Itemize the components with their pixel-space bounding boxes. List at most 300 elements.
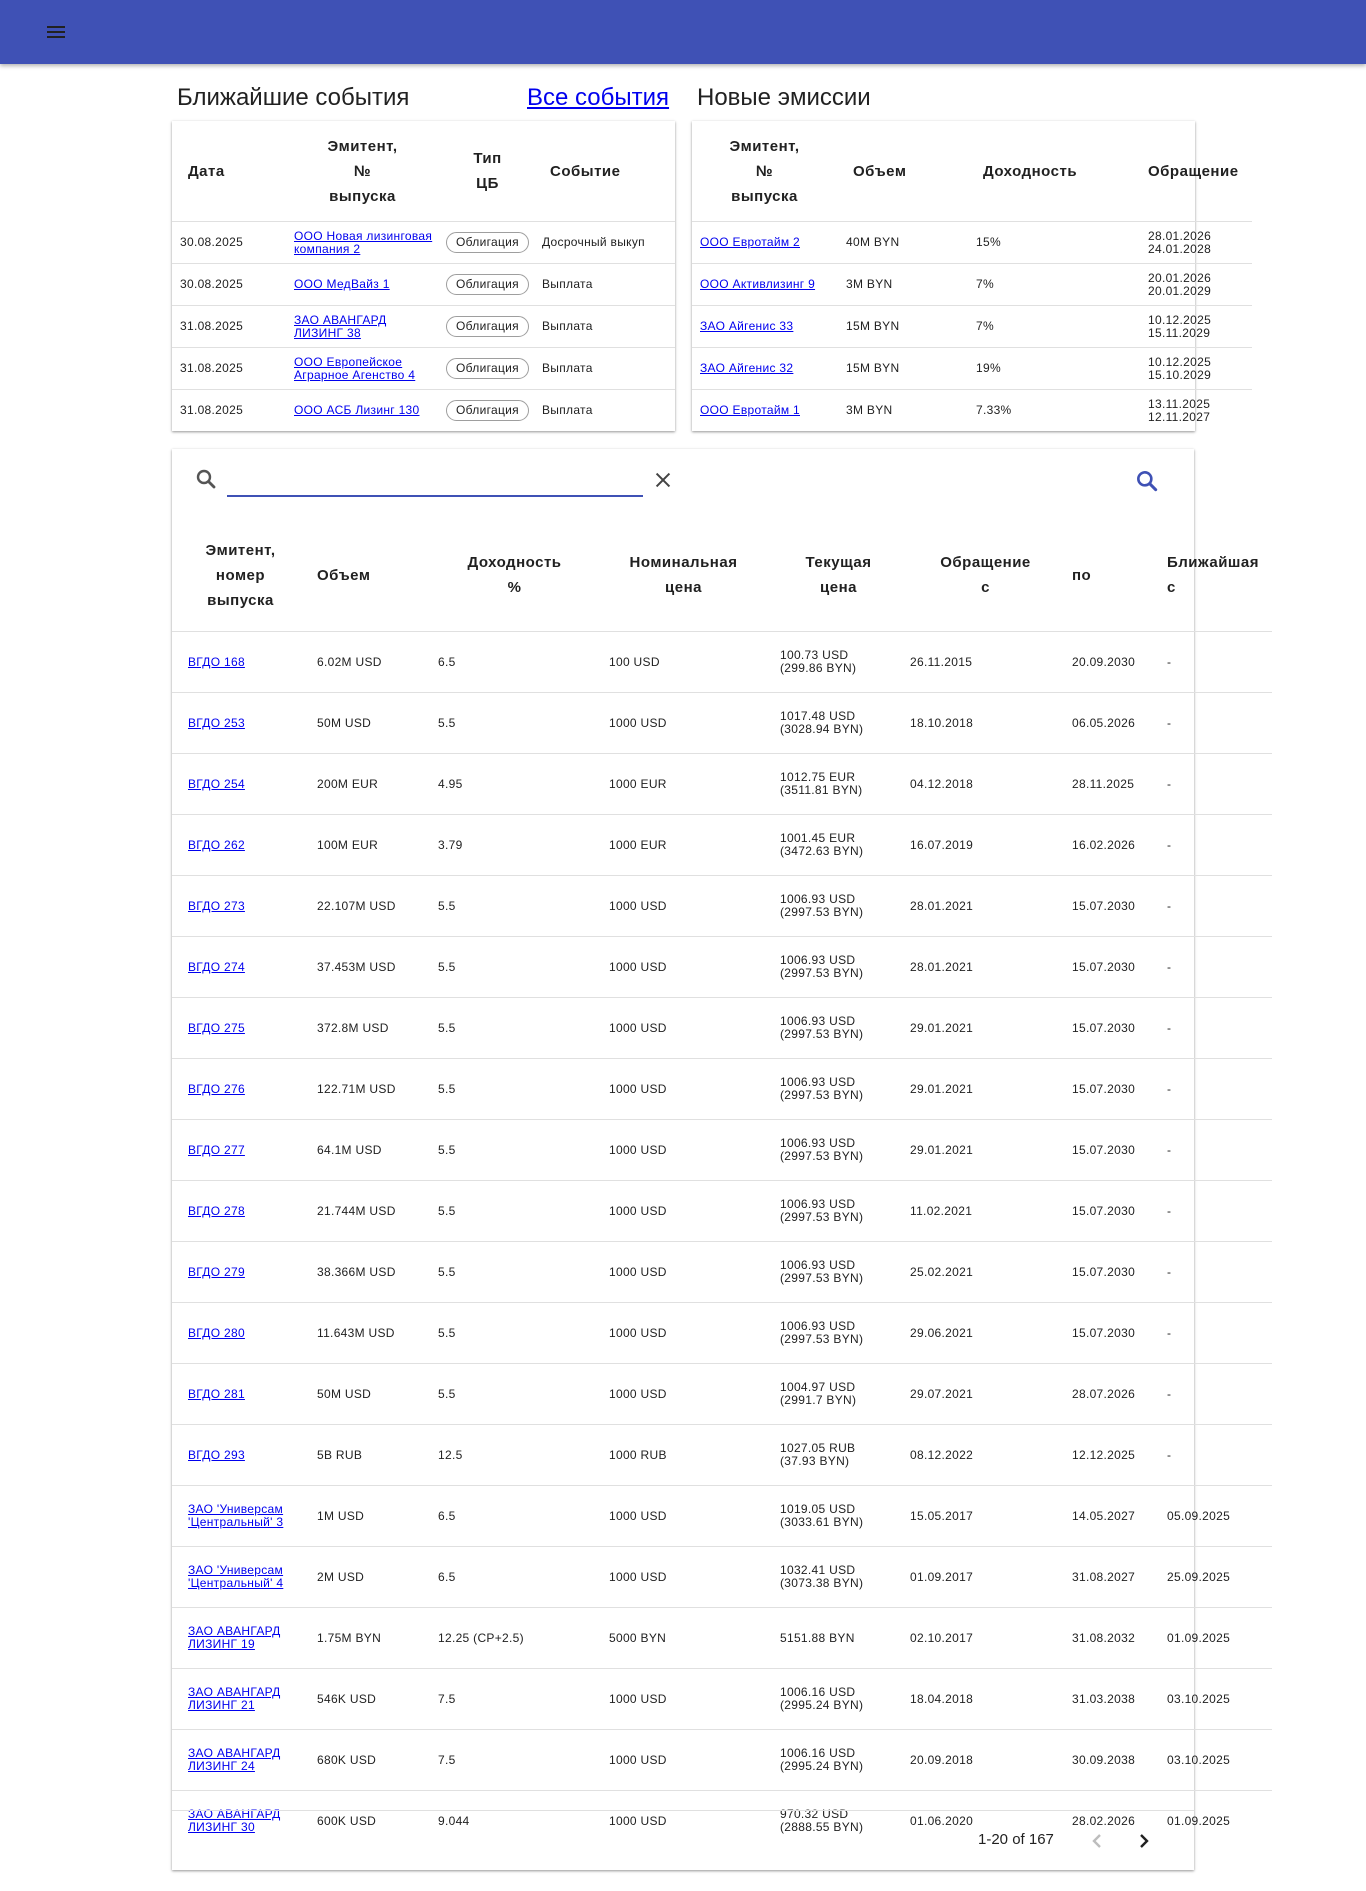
bond-issuer-link[interactable]: ЗАО АВАНГАРД ЛИЗИНГ 30	[188, 1807, 281, 1834]
search-input[interactable]	[227, 461, 643, 497]
pagination	[172, 1810, 1194, 1871]
bond-from-cell	[907, 1608, 1064, 1669]
search-icon	[194, 467, 218, 491]
bond-price: 1006.16 USD (2995.24 BYN)	[780, 1746, 864, 1773]
emissions-col-yield: Доходность	[983, 162, 1078, 180]
bond-yield: 5.5	[438, 1142, 456, 1157]
table-row	[172, 754, 1272, 815]
bond-issuer-link[interactable]: ВГДО 293	[188, 1447, 245, 1462]
bond-next: -	[1167, 898, 1172, 913]
emissions-issuer-cell	[692, 390, 837, 432]
bond-volume-cell	[309, 693, 432, 754]
bond-yield: 5.5	[438, 1020, 456, 1035]
table-row	[172, 998, 1272, 1059]
bond-next-cell	[1159, 693, 1272, 754]
search-submit-icon[interactable]	[1134, 468, 1160, 494]
bond-nominal: 1000 EUR	[609, 776, 667, 791]
bond-price: 1006.93 USD (2997.53 BYN)	[780, 1197, 864, 1224]
bond-yield: 12.25 (СР+2.5)	[438, 1630, 524, 1645]
bond-to: 15.07.2030	[1072, 1142, 1136, 1157]
bond-price-cell	[770, 1486, 907, 1547]
emission-volume: 3M BYN	[846, 403, 893, 417]
bond-to: 16.02.2026	[1072, 837, 1136, 852]
bonds-col-price: Текущая цена	[805, 554, 872, 596]
bond-price: 1019.05 USD (3033.61 BYN)	[780, 1502, 864, 1529]
bond-next-cell	[1159, 1364, 1272, 1425]
bond-yield-cell	[432, 876, 597, 937]
bond-yield: 6.5	[438, 1569, 456, 1584]
bond-to: 30.09.2038	[1072, 1752, 1136, 1767]
bond-issuer-cell	[172, 1120, 309, 1181]
pagination-range: 1-20 of 167	[978, 1831, 1054, 1848]
bond-from: 08.12.2022	[910, 1447, 974, 1462]
bond-volume: 22.107M USD	[317, 898, 396, 913]
table-row	[172, 815, 1272, 876]
bond-issuer-link[interactable]: ВГДО 274	[188, 959, 245, 974]
bond-next-cell	[1159, 1059, 1272, 1120]
emission-issuer-link[interactable]: ЗАО Айгенис 33	[700, 319, 794, 333]
bond-issuer-cell	[172, 1425, 309, 1486]
event-date: 31.08.2025	[180, 403, 244, 417]
bonds-col-next: Ближайшая с	[1167, 554, 1260, 596]
bond-from-cell	[907, 876, 1064, 937]
bond-nominal: 1000 EUR	[609, 837, 667, 852]
emission-issuer-link[interactable]: ООО Евротайм 2	[700, 235, 800, 249]
emission-to: 20.01.2029	[1148, 283, 1212, 298]
bond-volume: 6.02M USD	[317, 654, 382, 669]
emission-issuer-link[interactable]: ООО Евротайм 1	[700, 403, 800, 417]
bond-issuer-link[interactable]: ВГДО 281	[188, 1386, 245, 1401]
bond-nominal: 1000 USD	[609, 1020, 667, 1035]
bond-from-cell	[907, 1303, 1064, 1364]
event-issuer-link[interactable]: ООО АСБ Лизинг 130	[294, 403, 420, 417]
table-row	[172, 1303, 1272, 1364]
emissions-circulation-cell	[1140, 306, 1252, 348]
bond-price: 1006.93 USD (2997.53 BYN)	[780, 1136, 864, 1163]
bond-yield: 5.5	[438, 1325, 456, 1340]
bond-volume: 600K USD	[317, 1813, 377, 1828]
events-event-cell	[540, 222, 675, 264]
bond-from-cell	[907, 1120, 1064, 1181]
bond-from-cell	[907, 1425, 1064, 1486]
bond-price-cell	[770, 1730, 907, 1791]
emission-to: 12.11.2027	[1148, 409, 1211, 424]
events-card	[172, 121, 675, 431]
bond-from: 18.04.2018	[910, 1691, 974, 1706]
event-issuer-link[interactable]: ООО Новая лизинговая компания 2	[294, 228, 433, 256]
bond-from-cell	[907, 754, 1064, 815]
bond-next: -	[1167, 1264, 1172, 1279]
bond-next: 03.10.2025	[1167, 1752, 1231, 1767]
bond-to-cell	[1064, 815, 1159, 876]
bond-to-cell	[1064, 1730, 1159, 1791]
bond-nominal: 1000 USD	[609, 959, 667, 974]
bond-yield-cell	[432, 693, 597, 754]
bond-nominal-cell	[597, 632, 770, 693]
emissions-yield-cell	[967, 306, 1140, 348]
bond-from: 20.09.2018	[910, 1752, 974, 1767]
bond-next-cell	[1159, 1303, 1272, 1364]
bond-volume: 5B RUB	[317, 1447, 363, 1462]
bond-issuer-link[interactable]: ЗАО АВАНГАРД ЛИЗИНГ 24	[188, 1746, 281, 1773]
bond-issuer-link[interactable]: ЗАО АВАНГАРД ЛИЗИНГ 19	[188, 1624, 281, 1651]
bond-from: 15.05.2017	[910, 1508, 974, 1523]
bond-nominal: 1000 USD	[609, 1386, 667, 1401]
event-name: Выплата	[542, 361, 593, 375]
bond-to: 15.07.2030	[1072, 1203, 1136, 1218]
bond-issuer-link[interactable]: ВГДО 275	[188, 1020, 245, 1035]
bond-next: 01.09.2025	[1167, 1630, 1231, 1645]
event-issuer-link[interactable]: ООО Европейское Аграрное Агенство 4	[294, 354, 416, 382]
bond-to-cell	[1064, 1547, 1159, 1608]
bond-nominal: 1000 USD	[609, 1813, 667, 1828]
bond-volume-cell	[309, 1059, 432, 1120]
bond-next: -	[1167, 1020, 1172, 1035]
bond-volume-cell	[309, 937, 432, 998]
bond-next: -	[1167, 654, 1172, 669]
bond-next: -	[1167, 1142, 1172, 1157]
bond-nominal: 1000 USD	[609, 1569, 667, 1584]
bond-nominal: 1000 USD	[609, 898, 667, 913]
bond-price: 1006.16 USD (2995.24 BYN)	[780, 1685, 864, 1712]
events-title: Ближайшие события	[177, 84, 410, 111]
bond-nominal-cell	[597, 1730, 770, 1791]
bond-nominal-cell	[597, 937, 770, 998]
bond-nominal-cell	[597, 876, 770, 937]
bond-issuer-link[interactable]: ВГДО 276	[188, 1081, 245, 1096]
bond-next: 03.10.2025	[1167, 1691, 1231, 1706]
bond-issuer-link[interactable]: ЗАО АВАНГАРД ЛИЗИНГ 21	[188, 1685, 281, 1712]
bond-volume: 50M USD	[317, 1386, 372, 1401]
bond-issuer-cell	[172, 1608, 309, 1669]
bond-volume: 200M EUR	[317, 776, 379, 791]
bond-yield: 4.95	[438, 776, 463, 791]
bond-nominal: 1000 USD	[609, 1508, 667, 1523]
bond-nominal: 1000 USD	[609, 1264, 667, 1279]
emissions-volume-cell	[837, 264, 967, 306]
bond-from: 29.01.2021	[910, 1081, 974, 1096]
bond-nominal-cell	[597, 1364, 770, 1425]
emissions-row	[692, 306, 1252, 348]
bond-issuer-cell	[172, 815, 309, 876]
emission-from: 28.01.2026	[1148, 228, 1212, 243]
events-type-cell	[435, 264, 540, 306]
emission-from: 13.11.2025	[1148, 396, 1211, 411]
event-name: Выплата	[542, 403, 593, 417]
bond-volume-cell	[309, 876, 432, 937]
events-date-cell	[172, 390, 290, 432]
bond-yield-cell	[432, 1364, 597, 1425]
bond-yield-cell	[432, 1425, 597, 1486]
events-event-cell	[540, 390, 675, 432]
table-row	[172, 1242, 1272, 1303]
bond-next-cell	[1159, 1547, 1272, 1608]
bond-to-cell	[1064, 1059, 1159, 1120]
bond-yield: 5.5	[438, 715, 456, 730]
bond-issuer-cell	[172, 1730, 309, 1791]
bond-nominal: 1000 USD	[609, 715, 667, 730]
bond-to-cell	[1064, 754, 1159, 815]
event-name: Выплата	[542, 319, 593, 333]
bond-price-cell	[770, 754, 907, 815]
bond-price: 1012.75 EUR (3511.81 BYN)	[780, 770, 863, 797]
emissions-table	[692, 121, 1252, 431]
bond-next-cell	[1159, 1181, 1272, 1242]
bond-nominal-cell	[597, 754, 770, 815]
bond-volume-cell	[309, 1120, 432, 1181]
bond-volume-cell	[309, 632, 432, 693]
bond-to: 31.08.2027	[1072, 1569, 1136, 1584]
bond-to: 28.11.2025	[1072, 776, 1135, 791]
bond-issuer-link[interactable]: ВГДО 280	[188, 1325, 245, 1340]
bond-issuer-link[interactable]: ВГДО 168	[188, 654, 245, 669]
bond-from-cell	[907, 1364, 1064, 1425]
bond-next-cell	[1159, 1242, 1272, 1303]
emissions-issuer-cell	[692, 348, 837, 390]
bond-volume: 546K USD	[317, 1691, 377, 1706]
bond-yield: 5.5	[438, 959, 456, 974]
bond-to-cell	[1064, 632, 1159, 693]
emission-to: 15.11.2029	[1148, 325, 1211, 340]
bond-yield-cell	[432, 815, 597, 876]
bond-issuer-link[interactable]: ВГДО 262	[188, 837, 245, 852]
events-date-cell	[172, 222, 290, 264]
bond-from-cell	[907, 1486, 1064, 1547]
bond-price-cell	[770, 1120, 907, 1181]
security-type-chip: Облигация	[446, 274, 529, 295]
bond-from-cell	[907, 1242, 1064, 1303]
bond-next-cell	[1159, 1669, 1272, 1730]
emissions-volume-cell	[837, 306, 967, 348]
table-row	[172, 937, 1272, 998]
bond-issuer-cell	[172, 998, 309, 1059]
bond-issuer-link[interactable]: ВГДО 253	[188, 715, 245, 730]
bond-issuer-link[interactable]: ВГДО 273	[188, 898, 245, 913]
events-event-cell	[540, 348, 675, 390]
emissions-volume-cell	[837, 348, 967, 390]
bond-volume-cell	[309, 1242, 432, 1303]
bond-issuer-cell	[172, 1059, 309, 1120]
bond-to: 28.02.2026	[1072, 1813, 1136, 1828]
bond-nominal-cell	[597, 1303, 770, 1364]
bond-next: -	[1167, 1447, 1172, 1462]
bond-to-cell	[1064, 1242, 1159, 1303]
bond-from: 28.01.2021	[910, 898, 974, 913]
bond-from-cell	[907, 1669, 1064, 1730]
security-type-chip: Облигация	[446, 232, 529, 253]
bond-volume-cell	[309, 1303, 432, 1364]
emissions-volume-cell	[837, 222, 967, 264]
bond-price-cell	[770, 1181, 907, 1242]
bond-volume: 11.643M USD	[317, 1325, 395, 1340]
bond-yield: 5.5	[438, 1386, 456, 1401]
events-col-type: Тип ЦБ	[473, 150, 502, 192]
bond-issuer-cell	[172, 1181, 309, 1242]
event-name: Досрочный выкуп	[542, 235, 645, 249]
table-row	[172, 632, 1272, 693]
events-col-issuer: Эмитент, № выпуска	[327, 137, 398, 205]
chevron-left-icon[interactable]	[1085, 1829, 1109, 1853]
bond-nominal: 5000 BYN	[609, 1630, 667, 1645]
bond-to: 12.12.2025	[1072, 1447, 1136, 1462]
emissions-col-circulation: Обращение	[1148, 162, 1239, 180]
table-row	[172, 1120, 1272, 1181]
bond-price-cell	[770, 632, 907, 693]
bond-to: 15.07.2030	[1072, 1264, 1136, 1279]
bond-price: 1027.05 RUB (37.93 BYN)	[780, 1441, 856, 1468]
bond-issuer-cell	[172, 1364, 309, 1425]
bond-price: 1006.93 USD (2997.53 BYN)	[780, 1075, 864, 1102]
bond-nominal-cell	[597, 1059, 770, 1120]
menu-button[interactable]	[40, 17, 72, 47]
bond-nominal-cell	[597, 998, 770, 1059]
event-issuer-link[interactable]: ООО МедВайз 1	[294, 277, 390, 291]
emissions-circulation-cell	[1140, 390, 1252, 432]
bond-volume-cell	[309, 754, 432, 815]
emissions-issuer-cell	[692, 306, 837, 348]
bond-from: 29.01.2021	[910, 1142, 974, 1157]
bond-yield-cell	[432, 998, 597, 1059]
events-type-cell	[435, 222, 540, 264]
events-issuer-cell	[290, 306, 435, 348]
emissions-row	[692, 264, 1252, 306]
bond-issuer-link[interactable]: ЗАО 'Универсам 'Центральный' 4	[188, 1563, 284, 1590]
bond-nominal-cell	[597, 815, 770, 876]
events-type-cell	[435, 390, 540, 432]
all-events-link[interactable]: Все события	[527, 84, 670, 111]
bond-price: 970.32 USD (2888.55 BYN)	[780, 1807, 864, 1834]
bond-yield: 5.5	[438, 898, 456, 913]
bond-from: 11.02.2021	[910, 1203, 973, 1218]
bond-price-cell	[770, 1669, 907, 1730]
bond-next-cell	[1159, 632, 1272, 693]
bond-from: 01.09.2017	[910, 1569, 974, 1584]
bond-price-cell	[770, 1059, 907, 1120]
bond-price: 1001.45 EUR (3472.63 BYN)	[780, 831, 864, 858]
events-issuer-cell	[290, 222, 435, 264]
emission-issuer-link[interactable]: ЗАО Айгенис 32	[700, 361, 794, 375]
bond-nominal-cell	[597, 1120, 770, 1181]
bond-from: 04.12.2018	[910, 776, 974, 791]
emissions-yield-cell	[967, 390, 1140, 432]
bond-to: 06.05.2026	[1072, 715, 1136, 730]
table-row	[172, 1181, 1272, 1242]
bond-volume-cell	[309, 1425, 432, 1486]
events-col-date: Дата	[188, 162, 225, 180]
bond-price: 1006.93 USD (2997.53 BYN)	[780, 1319, 864, 1346]
bond-from-cell	[907, 632, 1064, 693]
emission-volume: 15M BYN	[846, 319, 900, 333]
bond-from-cell	[907, 815, 1064, 876]
bond-volume: 1M USD	[317, 1508, 365, 1523]
event-date: 31.08.2025	[180, 319, 244, 333]
bond-price-cell	[770, 1608, 907, 1669]
bond-to-cell	[1064, 693, 1159, 754]
bond-from: 02.10.2017	[910, 1630, 974, 1645]
bond-issuer-link[interactable]: ВГДО 278	[188, 1203, 245, 1218]
bond-price: 1006.93 USD (2997.53 BYN)	[780, 892, 864, 919]
bond-yield-cell	[432, 1242, 597, 1303]
bond-volume-cell	[309, 1181, 432, 1242]
bond-issuer-link[interactable]: ЗАО 'Универсам 'Центральный' 3	[188, 1502, 284, 1529]
events-issuer-cell	[290, 348, 435, 390]
emissions-issuer-cell	[692, 264, 837, 306]
bond-yield-cell	[432, 1669, 597, 1730]
bond-to: 15.07.2030	[1072, 898, 1136, 913]
chevron-right-icon[interactable]	[1132, 1829, 1156, 1853]
bond-to: 14.05.2027	[1072, 1508, 1136, 1523]
bond-from-cell	[907, 1730, 1064, 1791]
bond-to: 20.09.2030	[1072, 654, 1136, 669]
bond-issuer-cell	[172, 1486, 309, 1547]
bond-yield-cell	[432, 754, 597, 815]
events-date-cell	[172, 264, 290, 306]
bond-from-cell	[907, 998, 1064, 1059]
bond-price: 5151.88 BYN	[780, 1630, 855, 1645]
bond-price: 1006.93 USD (2997.53 BYN)	[780, 953, 864, 980]
bond-to-cell	[1064, 937, 1159, 998]
bond-next-cell	[1159, 1486, 1272, 1547]
bond-yield-cell	[432, 937, 597, 998]
bond-next-cell	[1159, 815, 1272, 876]
emissions-yield-cell	[967, 264, 1140, 306]
emission-yield: 7%	[976, 277, 994, 291]
bonds-col-yield: Доходность %	[467, 554, 562, 596]
bond-issuer-link[interactable]: ВГДО 254	[188, 776, 245, 791]
events-row	[172, 306, 675, 348]
bond-yield-cell	[432, 1181, 597, 1242]
bonds-col-volume: Объем	[317, 566, 371, 584]
bond-to-cell	[1064, 1364, 1159, 1425]
bond-issuer-link[interactable]: ВГДО 279	[188, 1264, 245, 1279]
bond-issuer-cell	[172, 937, 309, 998]
bond-yield-cell	[432, 1303, 597, 1364]
bonds-col-to: по	[1072, 566, 1092, 584]
bond-from: 16.07.2019	[910, 837, 974, 852]
bond-to-cell	[1064, 1120, 1159, 1181]
bond-yield: 5.5	[438, 1264, 456, 1279]
bond-nominal: 1000 USD	[609, 1081, 667, 1096]
bond-nominal: 1000 USD	[609, 1325, 667, 1340]
bond-next: -	[1167, 1386, 1172, 1401]
bond-next-cell	[1159, 998, 1272, 1059]
close-icon[interactable]	[652, 469, 674, 491]
bond-nominal-cell	[597, 1547, 770, 1608]
bond-to-cell	[1064, 998, 1159, 1059]
bond-yield-cell	[432, 632, 597, 693]
emissions-header-row	[692, 121, 1252, 222]
event-issuer-link[interactable]: ЗАО АВАНГАРД ЛИЗИНГ 38	[294, 312, 387, 340]
bond-yield-cell	[432, 1608, 597, 1669]
table-row	[172, 1425, 1272, 1486]
bond-issuer-link[interactable]: ВГДО 277	[188, 1142, 245, 1157]
table-row	[172, 876, 1272, 937]
bond-next: -	[1167, 1203, 1172, 1218]
bond-issuer-cell	[172, 1242, 309, 1303]
bond-yield: 5.5	[438, 1081, 456, 1096]
emission-to: 24.01.2028	[1148, 241, 1212, 256]
bond-to-cell	[1064, 1425, 1159, 1486]
bond-to: 28.07.2026	[1072, 1386, 1136, 1401]
emission-from: 20.01.2026	[1148, 270, 1212, 285]
emission-issuer-link[interactable]: ООО Активлизинг 9	[700, 277, 816, 291]
table-row	[172, 1364, 1272, 1425]
bond-next-cell	[1159, 1425, 1272, 1486]
emissions-issuer-cell	[692, 222, 837, 264]
emission-yield: 15%	[976, 235, 1001, 249]
bond-volume: 372.8M USD	[317, 1020, 389, 1035]
bond-from: 28.01.2021	[910, 959, 974, 974]
